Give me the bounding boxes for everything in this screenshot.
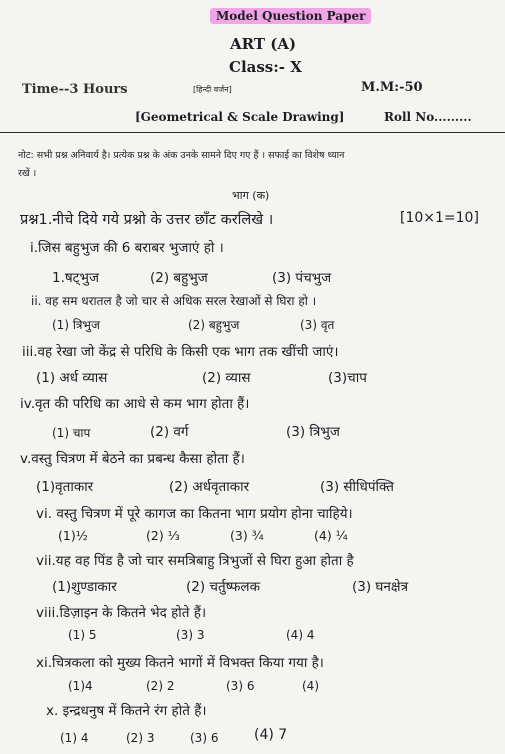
option: 1.षट्भुज xyxy=(52,270,99,286)
question-item: vi. वस्तु चित्रण में पूरे कागज का कितना भाग प्रयोग होना चाहिये। xyxy=(36,506,353,522)
option: (1) 5 xyxy=(68,628,97,642)
option: (4) 7 xyxy=(254,727,288,743)
option: (1) चाप xyxy=(52,426,91,440)
question-item: i.जिस बहुभुज की 6 बराबर भुजाएं हो । xyxy=(30,240,224,256)
option: (3) वृत xyxy=(300,318,335,332)
option: (1) 4 xyxy=(60,731,89,745)
roll-number: Roll No......... xyxy=(384,110,472,124)
max-marks: M.M:-50 xyxy=(361,80,423,95)
option: (1)शुण्डाकार xyxy=(52,579,117,595)
option: (1)½ xyxy=(58,528,88,543)
option: (3) ¾ xyxy=(230,528,264,543)
option: (4) xyxy=(302,679,319,693)
option: (2) ⅓ xyxy=(146,528,180,543)
question-item: iii.वह रेखा जो केंद्र से परिधि के किसी एक भाग तक खींची जाएं। xyxy=(22,344,339,360)
question-title: प्रश्न1.नीचे दिये गये प्रश्नो के उत्तर छाँट करलिखे । xyxy=(20,212,274,228)
option: (2) 2 xyxy=(146,679,175,693)
option: (2) चर्तुष्फलक xyxy=(186,579,260,595)
medium-label: [हिन्दी वर्जन] xyxy=(193,85,232,94)
question-item: vii.यह वह पिंड है जो चार समत्रिबाहु त्रिभुजों से घिरा हुआ होता है xyxy=(36,553,354,569)
note-line-1: नोट: सभी प्रश्न अनिवार्य है। प्रत्येक प्रश्न के अंक उनके सामने दिए गए हैं । सफाई का विशेष ध्यान xyxy=(18,150,345,161)
subject: ART (A) xyxy=(230,35,297,53)
header-divider xyxy=(0,132,505,133)
option: (1) त्रिभुज xyxy=(52,318,100,332)
option: (2) 3 xyxy=(126,731,155,745)
option: (2) व्यास xyxy=(202,370,251,386)
option: (1) अर्ध व्यास xyxy=(36,370,108,386)
paper-title-text: Model Question Paper xyxy=(210,8,371,24)
option: (4) ¼ xyxy=(314,528,348,543)
section-heading: भाग (क) xyxy=(232,189,270,202)
option: (4) 4 xyxy=(286,628,315,642)
option: (3) घनक्षेत्र xyxy=(352,579,409,595)
question-marks: [10×1=10] xyxy=(400,210,479,226)
option: (1)वृताकार xyxy=(36,479,94,495)
question-item: x. इन्द्रधनुष में कितने रंग होते हैं। xyxy=(46,703,207,719)
option: (3) त्रिभुज xyxy=(286,424,340,440)
class-label: Class:- X xyxy=(229,58,302,76)
question-item: ii. वह सम धरातल है जो चार से अधिक सरल रेखाओं से घिरा हो । xyxy=(31,294,317,308)
question-item: viii.डिज़ाइन के कितने भेद होते हैं। xyxy=(36,605,207,621)
option: (3) सीधिपंक्ति xyxy=(320,479,394,495)
note-line-2: रखें । xyxy=(18,168,37,179)
option: (3) 6 xyxy=(190,731,219,745)
question-item: iv.वृत की परिधि का आधे से कम भाग होता हैं। xyxy=(20,396,250,412)
topic-label: [Geometrical & Scale Drawing] xyxy=(135,110,345,124)
time-label: Time--3 Hours xyxy=(22,82,128,97)
option: (3) पंचभुज xyxy=(272,270,332,286)
question-item: v.वस्तु चित्रण में बेठने का प्रबन्ध कैसा होता हैं। xyxy=(20,451,245,467)
option: (2) बहुभुज xyxy=(150,270,208,286)
option: (1)4 xyxy=(68,679,93,693)
option: (3) 3 xyxy=(176,628,205,642)
option: (2) वर्ग xyxy=(150,424,189,440)
option: (2) बहुभुज xyxy=(188,318,240,332)
paper-title xyxy=(210,9,371,23)
question-item: xi.चित्रकला को मुख्य कितने भागों में विभक्त किया गया है। xyxy=(36,655,324,671)
option: (3) 6 xyxy=(226,679,255,693)
option: (2) अर्धवृताकार xyxy=(169,479,250,495)
option: (3)चाप xyxy=(328,370,367,386)
